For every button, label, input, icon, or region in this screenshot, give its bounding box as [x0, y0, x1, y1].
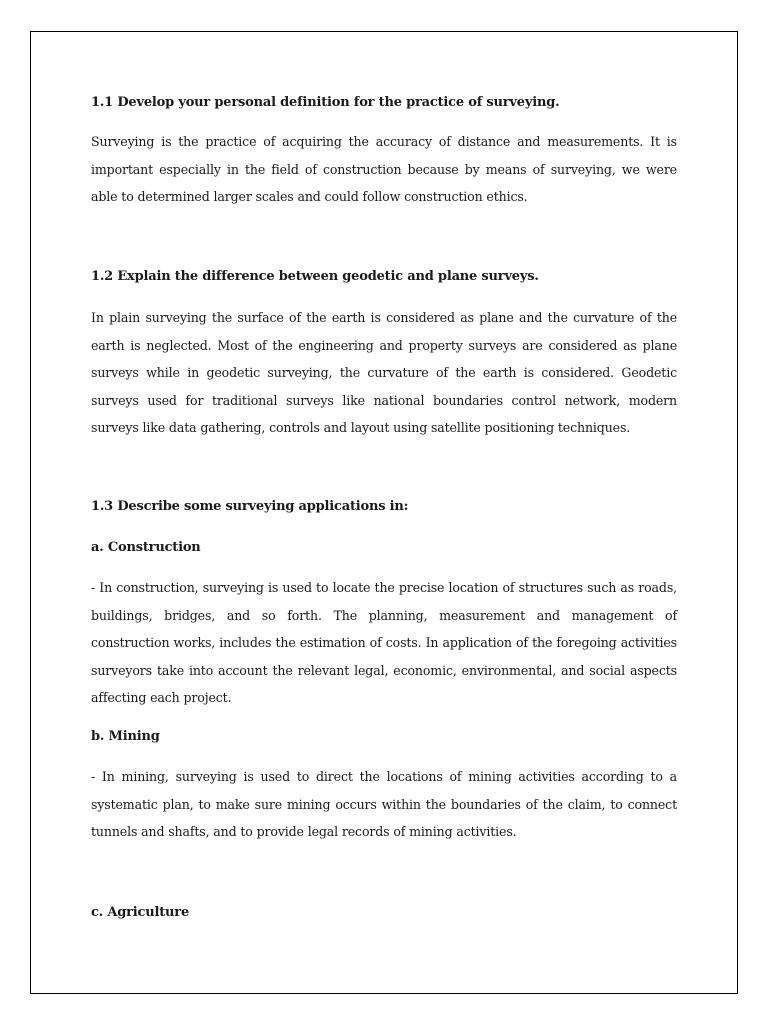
section-body-1-2: In plain surveying the surface of the earth is considered as plane and the curvature of the earth is neglected. Most of the engineering and property surveys are considered as plane surveys while in geodetic surveying, the curvature of the earth is considered. Geodetic surveys used for traditional surveys like national boundaries control network, modern surveys like data gathering, controls and layout using satellite positioning techniques. [91, 310, 677, 435]
subsection-heading-agriculture: c. Agriculture [91, 905, 190, 920]
section-heading-1-3: 1.3 Describe some surveying applications in: [91, 499, 409, 514]
section-body-1-1: Surveying is the practice of acquiring the accuracy of distance and measurements. It is important especially in the field of construction because by means of surveying, we were able to determined larger scales and could follow construction ethics. [91, 134, 677, 204]
subsection-heading-mining: b. Mining [91, 729, 160, 744]
section-heading-1-2: 1.2 Explain the difference between geodetic and plane surveys. [91, 269, 539, 284]
subsection-heading-construction: a. Construction [91, 540, 201, 555]
section-heading-1-1: 1.1 Develop your personal definition for the practice of surveying. [91, 95, 560, 110]
subsection-body-construction: - In construction, surveying is used to locate the precise location of structures such as roads, buildings, bridges, and so forth. The planning, measurement and management of construction works, includes the estimation of costs. In application of the foregoing activities surveyors take into account the relevant legal, economic, environmental, and social aspects affecting each project. [91, 580, 677, 705]
subsection-body-mining: - In mining, surveying is used to direct the locations of mining activities according to a systematic plan, to make sure mining occurs within the boundaries of the claim, to connect tunnels and shafts, and to provide legal records of mining activities. [91, 769, 677, 839]
